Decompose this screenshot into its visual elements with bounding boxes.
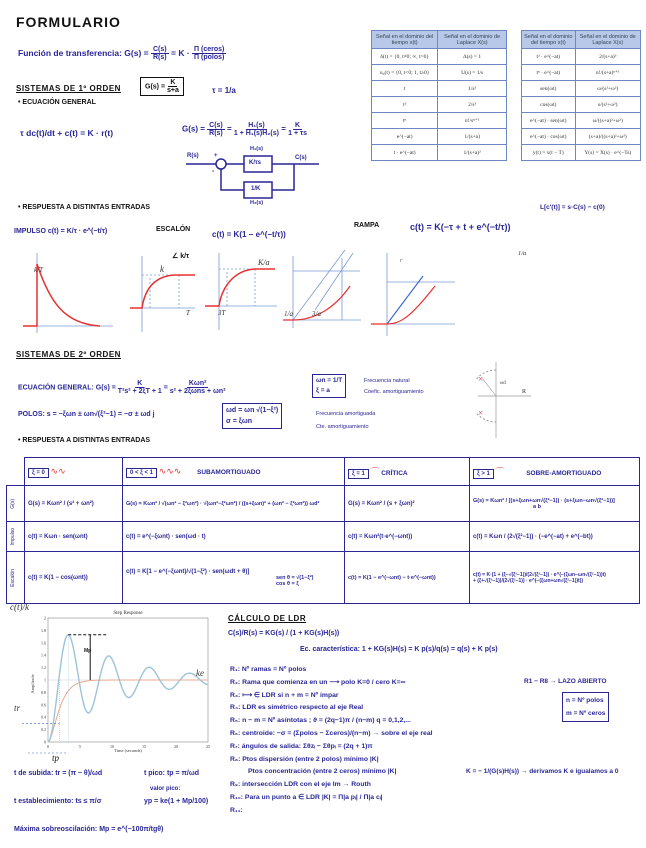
den: R(s) <box>209 130 223 137</box>
step-label: ESCALÓN <box>156 226 191 233</box>
impulse-cell: c(t) = e^(−ξωnt) · sen(ωd · t) <box>123 522 345 552</box>
tau-def: τ = 1/a <box>212 86 236 95</box>
cos-theta: cos θ = ξ <box>276 580 299 587</box>
step-cell <box>123 552 345 604</box>
diagram-output: C(s) <box>295 155 307 161</box>
table-cell: t² <box>372 97 438 113</box>
ramp-label: RAMPA <box>354 222 380 229</box>
closed-loop-formula: C(s)/R(s) = KG(s) / (1 + KG(s)H(s)) <box>228 630 340 637</box>
tp-label: tp <box>52 753 60 763</box>
table-row <box>372 113 507 129</box>
x-tick-label: 25 <box>206 744 210 749</box>
step-formula: c(t) = K(1 − e^(−t/τ)) <box>212 230 286 239</box>
x-tick-label: 0 <box>47 744 49 749</box>
ldr-rule: R₉: intersección LDR con el eje Im → Routh <box>230 781 371 789</box>
second-order-table <box>6 457 640 604</box>
responses-label: • RESPUESTA A DISTINTAS ENTRADAS <box>18 204 151 211</box>
column-header: Señal en el dominio del tiempo x(t) <box>372 31 438 49</box>
table-row <box>522 49 641 65</box>
open-loop-note: R1 − R8 → LAZO ABIERTO <box>524 678 607 685</box>
column-header: Señal en el dominio del tiempo x(t) <box>522 31 576 49</box>
g-note: a b <box>533 503 541 510</box>
g-cell: G(s) = Kωn² / (s + ξωn)² <box>345 486 470 522</box>
table-cell: 2/(s+a)³ <box>575 49 640 65</box>
table-row <box>372 97 507 113</box>
den: s+a <box>167 87 179 94</box>
table-cell: 1/(s+a)² <box>438 145 507 161</box>
sin-theta: sen θ = √(1−ξ²) <box>276 574 314 581</box>
ramp-formula: c(t) = K(−τ + t + e^(−t/τ)) <box>410 222 511 232</box>
y-tick-label: 1.4 <box>41 652 46 658</box>
x-tick-label: 20 <box>174 744 178 749</box>
corner-cell <box>7 458 25 486</box>
y-tick-label: 0.4 <box>41 714 46 720</box>
xi-def: ξ = a <box>316 387 330 394</box>
table-cell: ω/((s+a)²+ω²) <box>575 113 640 129</box>
x-axis-label: Time (seconds) <box>114 748 142 753</box>
max-overshoot: Máxima sobreoscilación: Mp = e^(−100π/tgθ) <box>14 826 164 833</box>
table-cell: e^(−at) · sen(ωt) <box>522 113 576 129</box>
x-tick-label: 5 <box>79 744 81 749</box>
num: K <box>137 380 143 387</box>
num: H₁(s) <box>248 122 265 129</box>
table-cell: n!/sⁿ⁺¹ <box>438 113 507 129</box>
settling-time: t establecimiento: ts ≤ π/σ <box>14 798 102 805</box>
k-formula: K = − 1/(G(s)H(s)) → derivamos K e igualamos a 0 <box>466 768 619 775</box>
ldr-rules <box>230 664 433 818</box>
box2-notes <box>316 408 375 434</box>
num: K <box>170 79 176 86</box>
first-order-g: G(s) = $\frac{C(s)}{R(s)}$ = $\frac{\text{H₁(s)}}{\text{1 + H₁(s)H₂(s)}}$ = $\frac{K}{1 + \tau s}$ <box>182 122 308 137</box>
case-label: 0 < ξ < 1 <box>126 468 157 478</box>
table-cell: n!/(s+a)ⁿ⁺¹ <box>575 65 640 81</box>
y-tick-label: 2 <box>44 615 46 621</box>
table-cell: U(s) = 1/s <box>438 65 507 81</box>
case-header <box>470 458 640 486</box>
row-label <box>7 522 25 552</box>
table-cell: sen(ωt) <box>522 81 576 97</box>
table-cell: 1/(s+a) <box>438 129 507 145</box>
damped-oscillation-icon: ∿∿∿ <box>158 466 182 476</box>
diagram-h2: 1/K <box>251 186 261 192</box>
impulse-cell: c(t) = Kωn · sen(ωnt) <box>25 522 123 552</box>
table-cell: e^(−at) <box>372 129 438 145</box>
plot-label-slope: ∠ k/τ <box>172 253 190 260</box>
characteristic-eq: Ec. característica: 1 + KG(s)H(s) = K p(s)/q(s) = q(s) + K p(s) <box>300 646 498 653</box>
first-order-ode: τ dc(t)/dt + c(t) = K · r(t) <box>20 128 114 138</box>
page-title: FORMULARIO <box>16 14 121 30</box>
table-header-row <box>372 31 507 49</box>
label: Función de transferencia: <box>18 47 122 58</box>
x-tick-label: 15 <box>142 744 146 749</box>
plot-label-3T: 3T <box>218 309 226 317</box>
case-label: ξ = 1 <box>348 469 369 479</box>
y-tick-label: 0.6 <box>41 702 46 708</box>
den: s² + 2ξωns + ωn² <box>169 388 226 395</box>
chart-y-label: c(t)/k <box>10 602 29 612</box>
table-row <box>372 129 507 145</box>
y-tick-label: 1.2 <box>41 665 46 671</box>
damped-freq-box <box>222 403 282 429</box>
table-cell: Y(s) = X(s) · e^(−Ts) <box>575 145 640 161</box>
wn-def: ωn = 1/T <box>316 377 343 384</box>
table-row <box>522 145 641 161</box>
first-order-plots <box>15 248 575 340</box>
ldr-rule: R₁: Nº ramas = Nº polos <box>230 666 307 673</box>
table-row <box>522 65 641 81</box>
step-response-chart <box>8 604 220 754</box>
laplace-table-1 <box>371 30 507 161</box>
table-cell: tⁿ <box>372 113 438 129</box>
transfer-function <box>18 46 226 61</box>
table-cell: tⁿ · e^(−at) <box>522 65 576 81</box>
case-header <box>345 458 470 486</box>
case-header <box>25 458 123 486</box>
wd-def: ωd = ωn √(1−ξ²) <box>226 407 279 414</box>
plot-label-T: T <box>186 309 190 317</box>
diagram-minus: - <box>212 168 215 175</box>
num: C(s) <box>153 46 167 53</box>
table-cell: δ(t) = {0, t≠0; ∞, t=0} <box>372 49 438 65</box>
oscillation-icon: ∿∿ <box>50 466 66 476</box>
plot-label-1-over-a: 1/a <box>284 310 293 318</box>
general-eq-label: • ECUACIÓN GENERAL <box>18 99 96 106</box>
note: Cte. amortiguamiento <box>316 424 369 430</box>
case-label: ξ > 1 <box>473 469 494 479</box>
second-order-general: ECUACIÓN GENERAL: G(s) = $\frac{K}{\text{T²s² + 2ξT + 1}}$ = $\frac{\text{Kωn²}}{\text{s² + 2ξωns + ωn²}}$ <box>18 380 226 395</box>
table-cell: t² · e^(−at) <box>522 49 576 65</box>
overdamped-curve-icon: ⌒ <box>495 467 505 477</box>
label: ECUACIÓN GENERAL: <box>18 384 94 392</box>
pole-mark: × <box>478 408 484 418</box>
case-label: ξ = 0 <box>28 468 49 478</box>
lhs: G(s) = <box>124 47 149 58</box>
step-formula-2: + (ξ+√(ξ²−1))/(2√(ξ²−1)) · e^(−(ξωn+ωn√(ξ²−1))t)) <box>473 577 584 584</box>
rise-time: t de subida: tr = (π − θ)/ωd <box>14 770 103 777</box>
note: Frecuencia natural <box>364 378 410 384</box>
den: R(s) <box>153 54 167 61</box>
impulse-cell: c(t) = Kωn / (2√(ξ²−1)) · (−e^(−at) + e^(−bt)) <box>470 522 640 552</box>
step-formula: c(t) = K·(1 + (ξ−√(ξ²−1))/(2√(ξ²−1)) · e^(−(ξωn−ωn√(ξ²−1))t) <box>473 571 606 578</box>
table-row <box>372 65 507 81</box>
g-note: ωd² <box>309 500 320 507</box>
plot-label-3-over-a: 3/a <box>312 310 321 318</box>
y-tick-label: 0.8 <box>41 689 46 695</box>
pole-mark: × <box>478 374 484 384</box>
table-row <box>372 145 507 161</box>
table-cell: y(t) = x(t − T) <box>522 145 576 161</box>
g-cell <box>470 486 640 522</box>
tr-label: tr <box>14 703 21 713</box>
table-cell: 2/s³ <box>438 97 507 113</box>
diagram-h1: K/τs <box>249 160 262 166</box>
y-tick-label: 1.8 <box>41 627 46 633</box>
laplace-derivative: L[c'(t)] = s·C(s) − c(0) <box>540 204 605 211</box>
peak-time: t pico: tp = π/ωd <box>144 770 200 777</box>
second-responses-label: • RESPUESTA A DISTINTAS ENTRADAS <box>18 437 151 444</box>
imag-axis-label: ωd <box>500 381 506 386</box>
diagram-h1-label: H₁(s) <box>250 146 263 152</box>
ldr-rule: R₂: Rama que comienza en un ⟶ polo K=0 / cero K=∞ <box>230 678 406 686</box>
g-formula: G(s) = Kωn² / √(ωn² − ξ²ωn²) · √(ωn²−ξ²ωn²) / ((s+ξωn)² + (ωn² − ξ²ωn²)) <box>126 500 308 507</box>
plot-label-k: k <box>160 264 164 274</box>
y-axis-label: Amplitude <box>30 674 35 694</box>
real-axis-label: R <box>522 389 527 395</box>
row-label-text: Escalón <box>10 568 16 587</box>
row-label <box>7 486 25 522</box>
den: T²s² + 2ξT + 1 <box>117 388 162 395</box>
step-cell <box>470 552 640 604</box>
y-tick-label: 0 <box>44 739 46 745</box>
ldr-rule: R₈: Ptos dispersión (entre 2 polos) mínimo |K| <box>230 755 379 763</box>
impulse-formula: IMPULSO c(t) = K/τ · e^(−t/τ) <box>14 228 108 235</box>
table-cell: Δ(s) = 1 <box>438 49 507 65</box>
plot-label-K-over-a: K/a <box>258 258 270 267</box>
case-name: SUBAMORTIGUADO <box>197 469 261 476</box>
case-name: CRÍTICA <box>381 470 408 477</box>
den: 1 + H₁(s)H₂(s) <box>233 130 279 137</box>
g-cell: G(s) = Kωn² / (s² + ωn²) <box>25 486 123 522</box>
chart-title: Step Response <box>113 611 143 616</box>
ke-label: ke <box>196 668 204 678</box>
box1-notes <box>364 376 424 398</box>
ldr-rule: R₁₁: <box>230 806 243 814</box>
table-cell: t <box>372 81 438 97</box>
table-cell: e^(−at) · cos(ωt) <box>522 129 576 145</box>
peak-value: yp = ke(1 + Mp/100) <box>144 798 209 805</box>
den: Π (polos) <box>194 54 225 61</box>
ldr-rule: R₁₀: Para un punto a ∈ LDR |K| = Π|a pᵢ| / Π|a cᵢ| <box>230 793 383 801</box>
natural-freq-box <box>312 374 346 398</box>
step-cell: c(t) = K(1 − e^(−ωnt) − t·e^(−ωnt)) <box>345 552 470 604</box>
lhs: G(s) = <box>145 83 166 91</box>
lhs: G(s) = <box>95 384 116 392</box>
case-name: SOBRE-AMORTIGUADO <box>526 470 602 477</box>
diagram-h2-label: H₂(s) <box>250 200 264 206</box>
row-label <box>7 552 25 604</box>
first-order-box <box>140 77 184 96</box>
num: K <box>295 122 301 129</box>
column-header: Señal en el dominio de Laplace X(s) <box>438 31 507 49</box>
ldr-rule: Ptos concentración (entre 2 ceros) mínimo |K| <box>248 768 397 776</box>
second-order-heading: SISTEMAS DE 2º ORDEN <box>16 350 121 359</box>
critical-curve-icon: ⌒ <box>370 467 380 477</box>
m-def: m = Nº ceros <box>566 710 606 717</box>
peak-value-label: valor pico: <box>150 786 181 792</box>
note: Coefic. amortiguamiento <box>364 389 424 395</box>
table-cell: u₀(t) = {0, t<0; 1, t≥0} <box>372 65 438 81</box>
ldr-rule: R₇: ángulos de salida: Σθzᵢ − Σθpᵢ = (2q + 1)π <box>230 742 373 750</box>
case-header <box>123 458 345 486</box>
diagram-input: R(s) <box>187 153 199 159</box>
step-formula: c(t) = K[1 − e^(−ξωnt)/√(1−ξ²) · sen(ωdt + θ)] <box>126 568 250 575</box>
table-row <box>522 97 641 113</box>
step-cell: c(t) = K(1 − cos(ωnt)) <box>25 552 123 604</box>
mid: = K · <box>171 47 190 58</box>
plot-label-1-over-a-top: 1/a <box>518 250 527 257</box>
ldr-rule: R₄: LDR es simétrico respecto al eje Real <box>230 704 364 712</box>
table-row <box>372 81 507 97</box>
ldr-heading: CÁLCULO DE LDR <box>228 614 307 623</box>
sigma-def: σ = ξωn <box>226 418 253 425</box>
mp-label: Mp <box>84 648 92 654</box>
laplace-table-2 <box>521 30 641 161</box>
table-row <box>522 81 641 97</box>
row-label-text: Impulso <box>10 527 16 546</box>
y-tick-label: 1.6 <box>41 640 46 646</box>
poles-formula: POLOS: s = −ξωn ± ωn√(ξ²−1) = −σ ± ωd j <box>18 411 155 418</box>
table-cell: cos(ωt) <box>522 97 576 113</box>
plot-label-k-over-t: k/T <box>34 266 43 274</box>
table-row <box>372 49 507 65</box>
table-cell: t · e^(−at) <box>372 145 438 161</box>
lhs: G(s) = <box>182 124 205 134</box>
nm-box <box>562 692 609 722</box>
num: Π (ceros) <box>194 46 225 53</box>
note: Frecuencia amortiguada <box>316 411 376 417</box>
impulse-cell: c(t) = Kωn²(t·e^(−ωnt)) <box>345 522 470 552</box>
ldr-rule: R₃: ⟼ ∈ LDR si n + m = Nº impar <box>230 691 339 699</box>
den: 1 + τs <box>288 130 308 137</box>
table-cell: 1/s² <box>438 81 507 97</box>
table-header-row <box>522 31 641 49</box>
y-tick-label: 1 <box>44 677 46 683</box>
table-row <box>522 113 641 129</box>
ldr-rule: R₅: n − m = Nº asíntotas ; ϑ = (2q−1)π / (n−m) q = 0,1,2,... <box>230 717 411 725</box>
ldr-rule: R₆: centroide: −σ = (Σpolos − Σceros)/(n−m) → sobre el eje real <box>230 729 433 737</box>
table-cell: s/(s²+ω²) <box>575 97 640 113</box>
row-label-text: G(s) <box>10 498 16 509</box>
table-cell: (s+a)/((s+a)²+ω²) <box>575 129 640 145</box>
g-cell <box>123 486 345 522</box>
table-row <box>522 129 641 145</box>
table-cell: ω/(s²+ω²) <box>575 81 640 97</box>
num: Kωn² <box>188 380 207 387</box>
n-def: n = Nº polos <box>566 697 604 704</box>
column-header: Señal en el dominio de Laplace X(s) <box>575 31 640 49</box>
pole-diagram <box>476 360 536 440</box>
y-tick-label: 0.2 <box>41 727 46 733</box>
x-tick-label: 10 <box>110 744 114 749</box>
g-formula: G(s) = Kωn² / [(s+ξωn+ωn√(ξ²−1)) · (s+ξωn−ωn√(ξ²−1))] <box>473 497 615 504</box>
first-order-heading: SISTEMAS DE 1º ORDEN <box>16 84 121 93</box>
plot-label-r: r <box>400 258 403 264</box>
diagram-plus: + <box>214 153 218 159</box>
num: C(s) <box>209 122 223 129</box>
